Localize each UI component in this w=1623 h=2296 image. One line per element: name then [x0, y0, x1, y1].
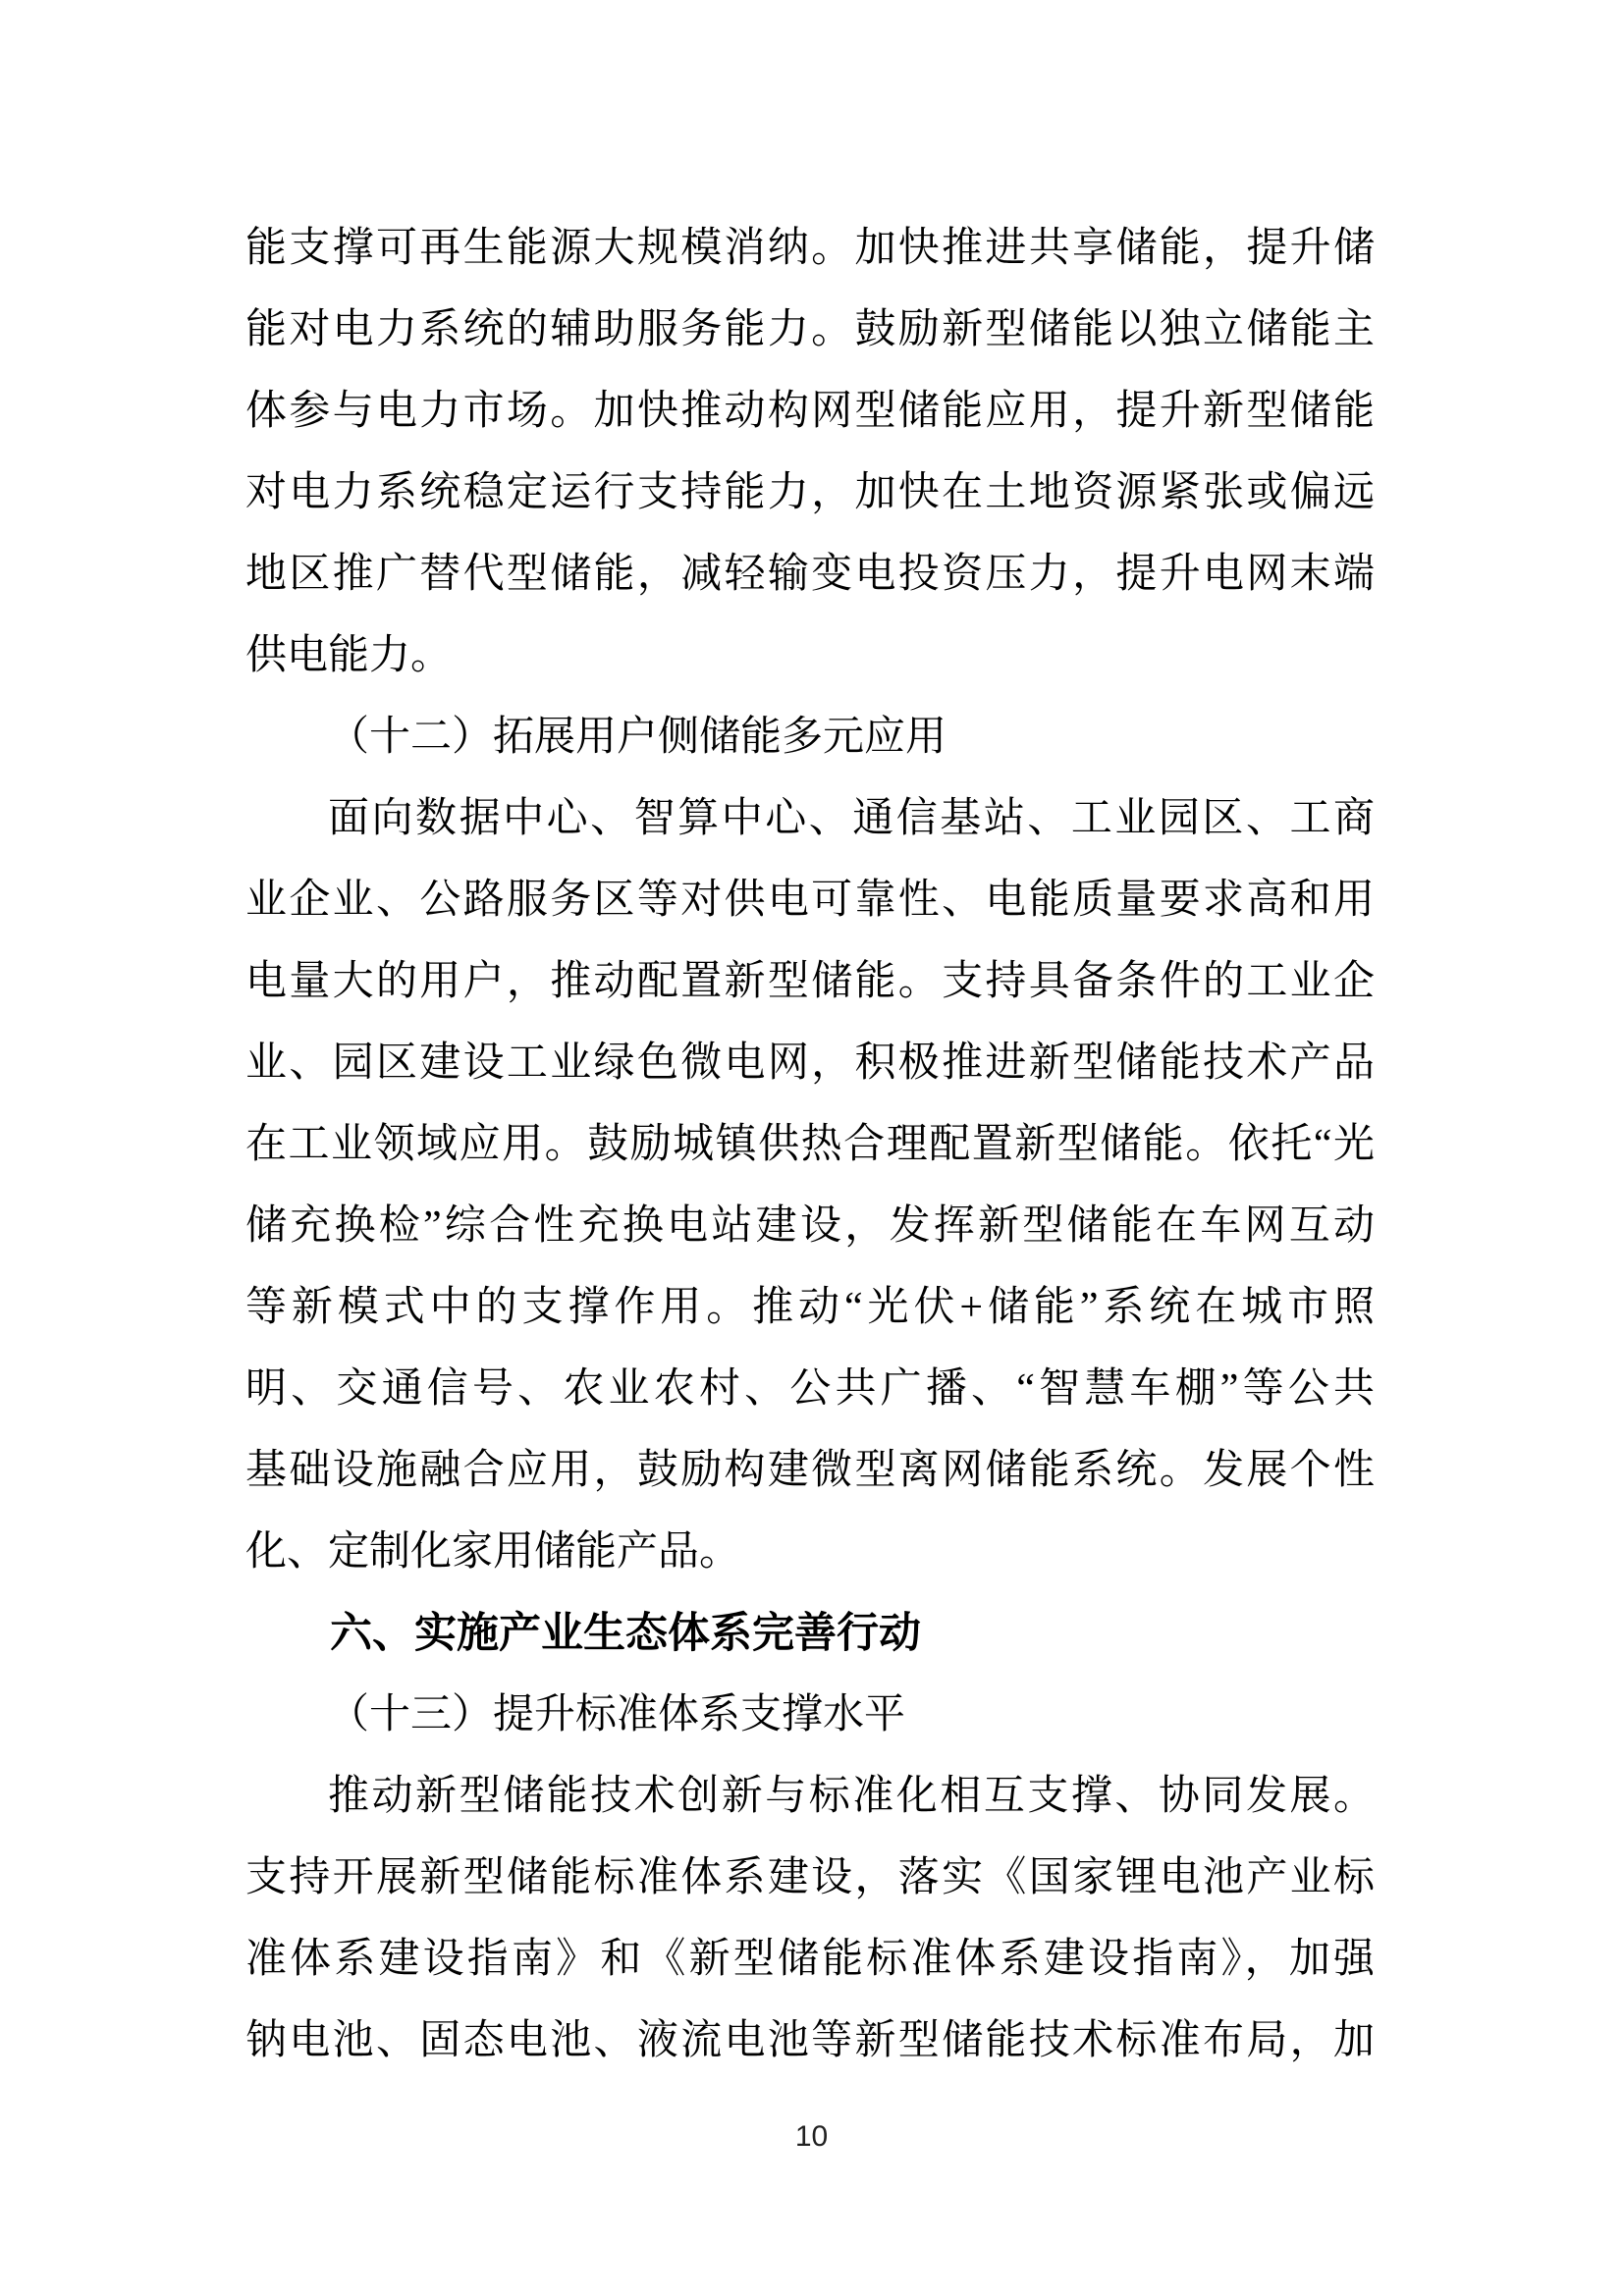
body-line: 支持开展新型储能标准体系建设，落实《国家锂电池产业标: [245, 1855, 1375, 1900]
body-line: 基础设施融合应用，鼓励构建微型离网储能系统。发展个性: [245, 1448, 1375, 1493]
subsection-heading-13: （十三）提升标准体系支撑水平: [328, 1692, 906, 1737]
body-line: 业企业、公路服务区等对供电可靠性、电能质量要求高和用: [245, 878, 1375, 923]
body-line: 地区推广替代型储能，减轻输变电投资压力，提升电网末端: [245, 552, 1375, 597]
body-line: 对电力系统稳定运行支持能力，加快在土地资源紧张或偏远: [245, 470, 1375, 515]
body-line: 能支撑可再生能源大规模消纳。加快推进共享储能，提升储: [245, 226, 1375, 271]
subsection-heading-12: （十二）拓展用户侧储能多元应用: [328, 715, 947, 760]
body-line: 钠电池、固态电池、液流电池等新型储能技术标准布局，加: [245, 2018, 1375, 2063]
body-line: 等新模式中的支撑作用。推动“光伏+储能”系统在城市照: [245, 1285, 1375, 1330]
body-line: 储充换检”综合性充换电站建设，发挥新型储能在车网互动: [245, 1203, 1375, 1249]
body-line: 在工业领域应用。鼓励城镇供热合理配置新型储能。依托“光: [245, 1122, 1375, 1167]
document-body: [245, 208, 1375, 2082]
body-line: 推动新型储能技术创新与标准化相互支撑、协同发展。: [328, 1774, 1375, 1819]
body-line: 能对电力系统的辅助服务能力。鼓励新型储能以独立储能主: [245, 307, 1375, 352]
page-number: 10: [794, 2120, 829, 2153]
body-line: 明、交通信号、农业农村、公共广播、“智慧车棚”等公共: [245, 1366, 1375, 1412]
body-line: 化、定制化家用储能产品。: [245, 1529, 741, 1575]
body-line: 体参与电力市场。加快推动构网型储能应用，提升新型储能: [245, 389, 1375, 434]
body-line: 业、园区建设工业绿色微电网，积极推进新型储能技术产品: [245, 1041, 1375, 1086]
body-line: 电量大的用户，推动配置新型储能。支持具备条件的工业企: [245, 959, 1375, 1004]
body-line: 面向数据中心、智算中心、通信基站、工业园区、工商: [328, 796, 1375, 841]
body-line: 准体系建设指南》和《新型储能标准体系建设指南》，加强: [245, 1937, 1375, 1982]
body-line: 供电能力。: [245, 633, 453, 678]
section-heading: 六、实施产业生态体系完善行动: [330, 1610, 921, 1657]
